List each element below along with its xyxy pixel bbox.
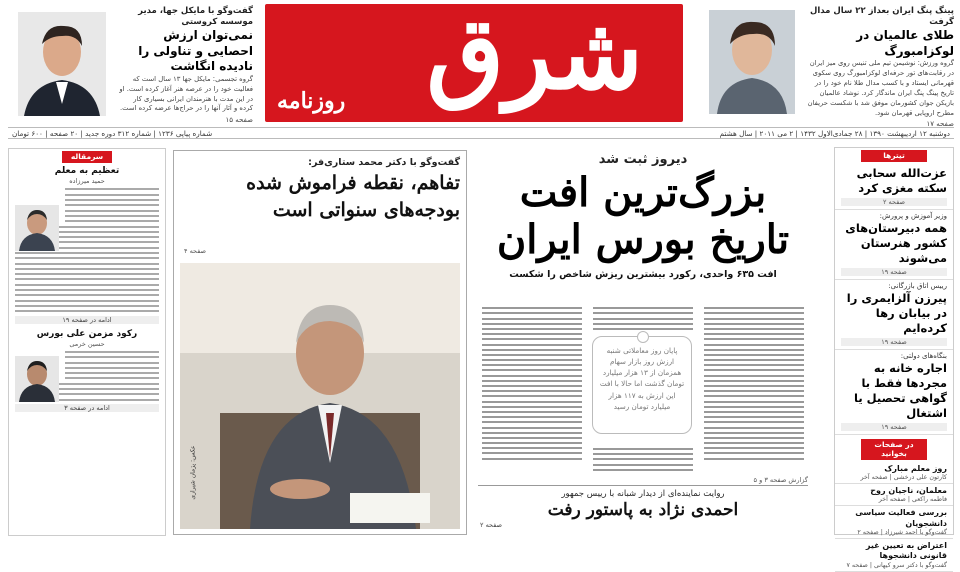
text-column xyxy=(482,304,582,472)
editorial-headline: تعظیم به معلم xyxy=(54,166,120,176)
teaser-body: گروه ورزش: نوشیمن تیم ملی تنیس روی میز ایران در رقابت‌های تور حرفه‌ای لوکزامبورگ روی سکوی قهرمانی ایستاد و با کسب مدال طلا نام خود را در تاریخ پینگ پنگ ایران ماندگار کرد. نوشاد عالمیان بازیکن جوان کشورمان موفق شد با شکست حریفان مطرح اروپایی قهرمان شود. xyxy=(807,59,954,117)
main-story xyxy=(478,152,808,537)
editorial-article[interactable] xyxy=(9,165,165,312)
inside-pages-box xyxy=(835,439,953,572)
teaser-headline[interactable]: نمی‌توان ارزش احصایی و تناولی را نادیده انگاشت xyxy=(138,28,253,74)
right-teaser[interactable] xyxy=(709,6,954,129)
pull-quote: پایان روز معاملاتی شنبه ارزش روز بازار سهام همزمان از ۱۳ هزار میلیارد تومان گذشت اما حالا با افت این ارزش به ۱۱۷ هزار میلیارد تومان رسید xyxy=(592,336,692,434)
inside-page-item[interactable] xyxy=(835,484,953,506)
headline-item[interactable] xyxy=(835,210,953,280)
headline-item-kicker: رییس اتاق بازرگانی: xyxy=(888,281,947,290)
editorial-article[interactable] xyxy=(9,328,165,401)
main-headline-line2: تاریخ بورس ایران xyxy=(496,216,790,264)
headline-item-title: همه دبیرستان‌های کشور هنرستان می‌شوند xyxy=(845,220,947,265)
inside-page-item[interactable] xyxy=(835,539,953,572)
inside-page-item[interactable] xyxy=(835,506,953,539)
author-mugshot xyxy=(15,205,59,251)
inside-page-title: اعتراض به تعیین غیر قانونی دانشجوها xyxy=(865,541,947,561)
teaser-pageref: صفحه ۱۷ xyxy=(926,120,954,129)
headline-item-title: پیرزن آلزایمری را در بیابان رها کرده‌ایم xyxy=(846,290,947,335)
headline-item[interactable] xyxy=(835,350,953,435)
interviewee-portrait xyxy=(18,12,106,116)
headlines-tag: تیترها xyxy=(861,150,927,162)
main-byline: گزارش صفحه ۳ و ۵ xyxy=(753,476,808,484)
photo-story-headline-line2: بودجه‌های سنواتی است xyxy=(272,198,460,221)
headline-item-page: صفحه ۱۹ xyxy=(841,423,947,431)
photo-story-kicker: گفت‌وگو با دکتر محمد ستاری‌فر: xyxy=(308,157,460,168)
editorial-author: حمید میرزاده xyxy=(69,177,105,186)
teaser-kicker: گفت‌وگو با مایکل جها، مدیر موسسه کروستی xyxy=(138,6,253,28)
secondary-story[interactable] xyxy=(478,485,808,530)
headline-item-kicker: بنگاه‌های دولتی: xyxy=(900,351,947,360)
headline-item[interactable] xyxy=(835,164,953,210)
headline-item-title: عزت‌الله سحابی سکته مغزی کرد xyxy=(856,166,947,195)
secondary-headline: احمدی نژاد به پاستور رفت xyxy=(547,500,739,520)
editorial-headline: رکود مزمن علی بورس xyxy=(36,328,138,339)
inside-page-sub: گفت‌وگو با احمد شیرزاد | صفحه ۲ xyxy=(857,529,947,537)
editorial-page: ادامه در صفحه ۳ xyxy=(15,404,159,412)
photo-story-headline xyxy=(180,170,460,223)
secondary-kicker: روایت نماینده‌ای از دیدار شبانه با رییس جمهور xyxy=(561,489,725,499)
athlete-portrait xyxy=(709,10,795,114)
headline-item-page: صفحه ۱۹ xyxy=(841,268,947,276)
left-teaser[interactable] xyxy=(8,6,253,125)
text-column xyxy=(704,304,804,472)
editorial-column xyxy=(8,148,166,536)
teaser-headline[interactable]: طلای عالمیان در لوکزامبورگ xyxy=(856,28,954,58)
logo-word: شرق xyxy=(426,0,643,112)
newspaper-logo[interactable] xyxy=(265,0,683,122)
editorial-page: ادامه در صفحه ۱۹ xyxy=(15,316,159,324)
inside-page-title: روز معلم مبارک xyxy=(884,463,947,473)
headlines-column xyxy=(834,147,954,569)
inside-pages-tag: در صفحات بخوانید xyxy=(861,439,927,460)
main-headline[interactable] xyxy=(478,169,808,263)
inside-page-item[interactable] xyxy=(835,462,953,484)
dateline-bar xyxy=(8,127,954,139)
inside-page-title: معلمان، ناجیان روح xyxy=(870,485,947,495)
interview-photo xyxy=(180,263,460,529)
inside-page-sub: کارتون علی درخشی | صفحه آخر xyxy=(860,473,947,481)
author-mugshot xyxy=(15,356,59,402)
inside-page-title: بررسی فعالیت سیاسی دانشجویان xyxy=(855,508,947,528)
headline-item-page: صفحه ۲ xyxy=(841,198,947,206)
photo-story-headline-line1: تفاهم، نقطه فراموش شده xyxy=(246,172,460,194)
issue-date: دوشنبه ۱۲ اردیبهشت ۱۳۹۰ | ۲۸ جمادی‌الاول ۱۴۳۲ | ۲ می ۲۰۱۱ | سال هشتم xyxy=(719,129,950,138)
editorial-tag: سرمقاله xyxy=(62,151,112,163)
teaser-pageref: صفحه ۱۵ xyxy=(225,116,253,125)
logo-subtitle: روزنامه xyxy=(277,88,346,114)
photo-credit: عکس: پژمان شیرازی xyxy=(189,445,197,500)
photo-story[interactable] xyxy=(173,150,467,535)
main-lede: افت ۶۳۵ واحدی، رکورد بیشترین ریزش شاخص را شکست xyxy=(509,269,777,281)
secondary-page: صفحه ۲ xyxy=(480,521,503,530)
photo-story-page: صفحه ۴ xyxy=(184,247,207,255)
main-overline: دیروز ثبت شد xyxy=(598,152,688,167)
body-text-columns xyxy=(482,304,804,472)
editorial-author: حسین خرمی xyxy=(69,339,105,348)
issue-number: شماره پیاپی ۱۲۳۶ | شماره ۳۱۲ دوره جدید | ۲۰ صفحه | ۶۰۰ تومان xyxy=(12,129,213,138)
teaser-body: گروه تجسمی: مایکل جها ۱۳ سال است که فعالیت خود را در عرصه هنر آغاز کرده است. او در این مدت با هنرمندان ایرانی بسیاری کار کرده و آثار آنها را در حراج‌ها عرضه کرده است. xyxy=(119,74,253,113)
headline-item-kicker: وزیر آموزش و پرورش: xyxy=(879,211,947,220)
inside-page-sub: گفت‌وگو با دکتر سرو کیهانی | صفحه ۷ xyxy=(846,561,947,569)
headline-item-title: اجاره خانه به مجرد‌ها فقط با گواهی تحصیل یا اشتغال xyxy=(854,360,947,420)
inside-page-sub: فاطمه راکعی | صفحه آخر xyxy=(878,496,947,504)
masthead xyxy=(0,0,960,129)
headline-item-page: صفحه ۱۹ xyxy=(841,338,947,346)
headline-item[interactable] xyxy=(835,280,953,350)
main-headline-line1: بزرگ‌ترین افت xyxy=(519,169,767,216)
teaser-kicker: پینگ پنگ ایران بعداز ۲۲ سال مدال گرفت xyxy=(809,6,954,28)
